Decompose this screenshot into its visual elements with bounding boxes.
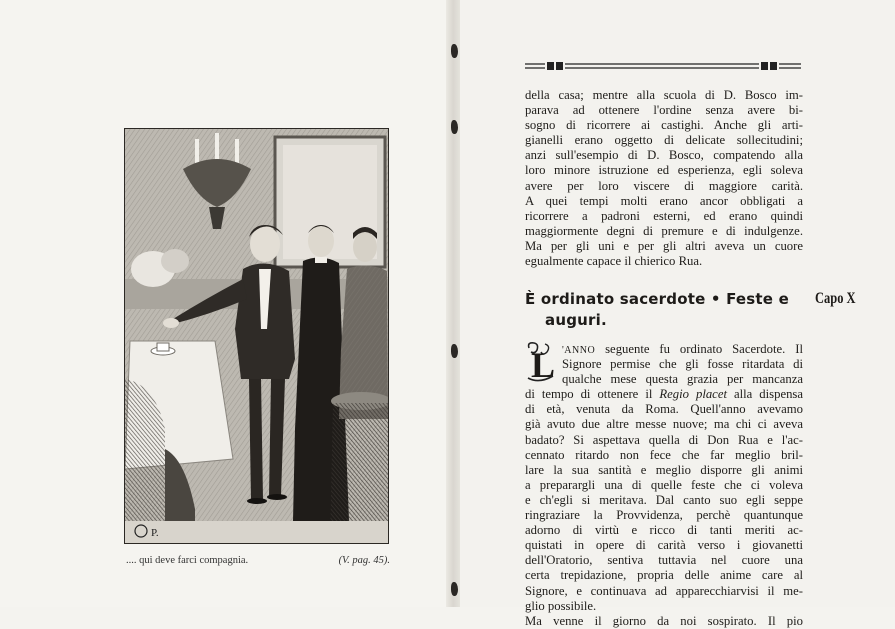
text-line: ricorrere a padroni esterni, ed erano quindi bbox=[525, 208, 803, 223]
binding-thread-mark bbox=[451, 344, 458, 358]
text-line: di età, venuta da Roma. Quell'anno avevamo bbox=[525, 402, 803, 417]
section-title-line-2: auguri. bbox=[545, 311, 607, 329]
illustration-caption bbox=[126, 555, 390, 571]
text-line: loro minore istruzione ed esperienza, egli soleva bbox=[525, 163, 803, 178]
left-page bbox=[0, 0, 447, 607]
engraving-illustration bbox=[125, 129, 388, 543]
chapter-margin-heading: Capo X bbox=[815, 290, 856, 307]
section-title bbox=[525, 289, 810, 331]
text-line bbox=[525, 342, 803, 357]
text-line: badato? Si aspettava quella di Don Rua e l'ac- bbox=[525, 432, 803, 447]
section-title-line-1: È ordinato sacerdote • Feste e bbox=[525, 290, 789, 308]
text-line: ringraziare la Provvidenza, perchè quantunque bbox=[525, 508, 803, 523]
caption-page-reference: (V. pag. 45). bbox=[338, 555, 390, 566]
paragraph-2 bbox=[525, 342, 803, 629]
illustration-plate bbox=[124, 128, 389, 544]
text-line: Ma per gli uni e per gli altri aveva un cuore bbox=[525, 238, 803, 253]
text-line: e ch'egli si meritava. Dal canto suo egli seppe bbox=[525, 492, 803, 507]
binding-thread-mark bbox=[451, 120, 458, 134]
text-line: anzi sull'esempio di D. Bosco, compatendo alla bbox=[525, 148, 803, 163]
text-line: cennato ritardo non fece che far meglio bril- bbox=[525, 447, 803, 462]
text-line-rest: seguente fu ordinato Sacerdote. Il bbox=[595, 342, 803, 356]
text-line: certa trepidazione, propria delle anime care al bbox=[525, 568, 803, 583]
plate-signature: P. bbox=[151, 527, 159, 539]
text-fragment: di tempo di ottenere il bbox=[525, 387, 660, 402]
italic-term: Regio placet bbox=[659, 387, 727, 402]
text-fragment: alla dispensa bbox=[726, 387, 803, 402]
text-line: lare la sua santità e meglio disporre gli animi bbox=[525, 462, 803, 477]
binding-thread-mark bbox=[451, 582, 458, 596]
text-line: già avuto due altre messe nuove; ma chi ci aveva bbox=[525, 417, 803, 432]
text-line: adorno di virtù e ricco di tanti meriti ac- bbox=[525, 523, 803, 538]
text-line: maggiormente degni di premure e di indulgenze. bbox=[525, 223, 803, 238]
binding-thread-mark bbox=[451, 44, 458, 58]
text-line: della casa; mentre alla scuola di D. Bosco im- bbox=[525, 88, 803, 102]
text-line: A quei tempi molti erano ancor obbligati a bbox=[525, 193, 803, 208]
text-line: gianelli erano oggetto di delicate sollecitudini; bbox=[525, 133, 803, 148]
caption-text: .... qui deve farci compagnia. bbox=[126, 555, 249, 566]
text-line: egualmente capace il chierico Rua. bbox=[525, 254, 703, 269]
text-line: avere per loro viscere di maggiore carità. bbox=[525, 178, 803, 193]
header-ornament-rule bbox=[525, 60, 801, 72]
text-line bbox=[525, 387, 803, 402]
text-line: sogno di ricorrere ai castighi. Anche gli arti- bbox=[525, 118, 803, 133]
drop-cap-letter: L bbox=[531, 345, 555, 384]
text-line: Signore, e continuava ad apparecchiarvisi il me- bbox=[525, 583, 803, 598]
text-line: parava ad ottenere l'ordine senza avere bi- bbox=[525, 103, 803, 118]
text-line: dell'Oratorio, sentiva tuttavia nel cuore una bbox=[525, 553, 803, 568]
small-caps-word: 'ANNO bbox=[562, 345, 596, 356]
text-line: a preparargli una di quelle feste che ci voleva bbox=[525, 477, 803, 492]
text-line: qualche mese questa grazia per mancanza bbox=[562, 372, 803, 387]
paragraph-1 bbox=[525, 88, 803, 269]
text-line: Signore permise che gli fosse ritardata di bbox=[562, 357, 803, 372]
text-line: glio possibile. bbox=[525, 598, 597, 613]
text-line: Ma venne il giorno da noi sospirato. Il pio bbox=[525, 613, 803, 628]
text-line: quistati in opere di carità verso i giovanetti bbox=[525, 538, 803, 553]
